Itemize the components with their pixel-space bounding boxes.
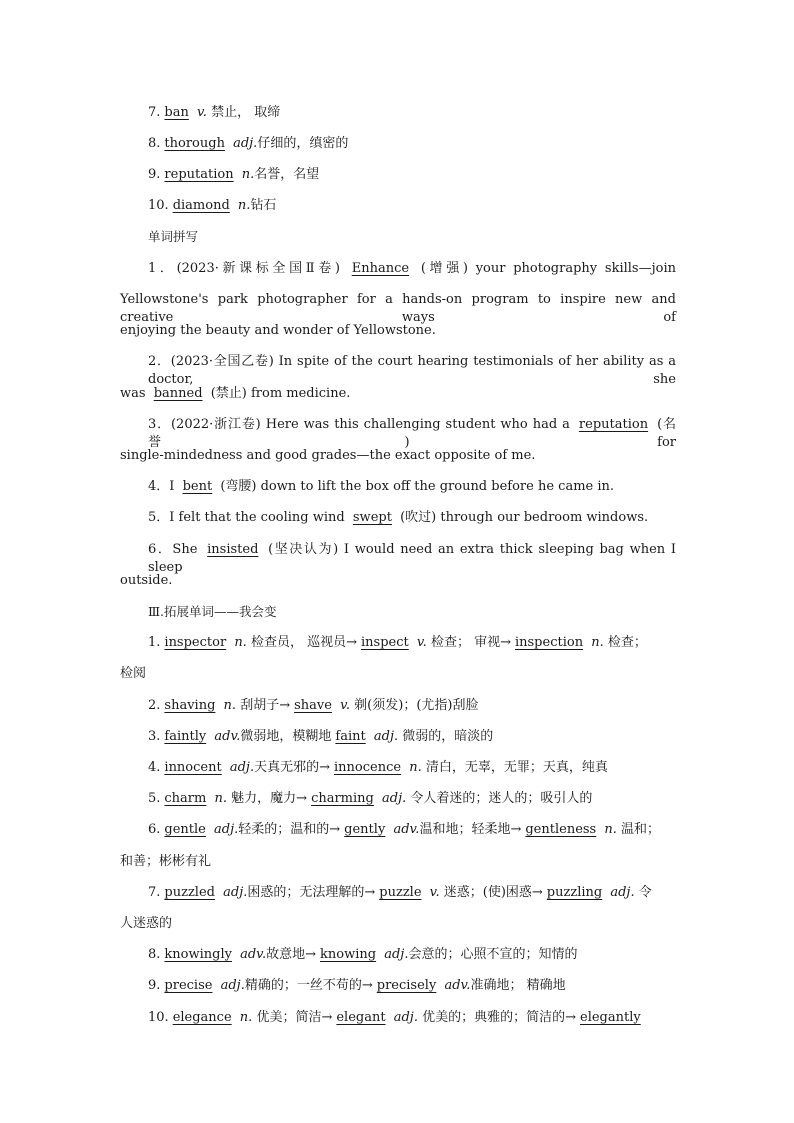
answer-word: thorough — [164, 136, 225, 151]
answer-word: gently — [344, 822, 386, 837]
answer-word: charm — [164, 791, 207, 806]
question-text: 1．(2023·新课标全国Ⅱ卷) — [148, 261, 340, 276]
item-number: 10. — [148, 1010, 169, 1025]
item-number: 5. — [148, 791, 161, 806]
answer-word: faint — [335, 729, 366, 744]
part-of-speech: n. — [237, 198, 251, 213]
answer-word: knowingly — [164, 947, 232, 962]
part-of-speech: n. — [591, 635, 604, 650]
definition: 禁止， 取缔 — [211, 105, 281, 120]
question-text: 5．I felt that the cooling wind — [148, 510, 345, 525]
definition: 故意地→ — [266, 947, 317, 962]
item-number: 9. — [148, 978, 161, 993]
definition: 优美的；典雅的；简洁的→ — [422, 1010, 577, 1025]
section-heading-extension: Ⅲ.拓展单词——我会变 — [148, 604, 277, 619]
vocab-item-9 — [148, 166, 676, 184]
answer-word: reputation — [164, 167, 234, 182]
answer-word: inspection — [514, 635, 584, 650]
part-of-speech: adj. — [610, 885, 635, 900]
vocab-item-10 — [148, 197, 676, 215]
answer-word: innocence — [334, 760, 402, 775]
extension-item-3 — [148, 728, 676, 746]
definition: 迷惑；(使)困惑→ — [443, 885, 543, 900]
answer-word: banned — [153, 386, 203, 401]
definition: 刮胡子→ — [240, 698, 291, 713]
definition: 微弱地，模糊地 — [240, 729, 332, 744]
question-text: (坚决认为) I would need an extra thick sleeping bag when I sleep — [148, 542, 676, 575]
part-of-speech: v. — [197, 105, 207, 120]
definition: 天真无邪的→ — [254, 760, 331, 775]
part-of-speech: n. — [409, 760, 422, 775]
answer-word: swept — [352, 510, 392, 525]
item-number: 3. — [148, 729, 161, 744]
definition: 温和地；轻柔地→ — [419, 822, 522, 837]
definition: 仔细的，缜密的 — [257, 136, 349, 151]
definition: 轻柔的；温和的→ — [238, 822, 341, 837]
part-of-speech: adj. — [229, 760, 255, 775]
extension-item-2 — [148, 697, 676, 715]
part-of-speech: v. — [340, 698, 351, 713]
definition: 检查员， 巡视员→ — [250, 635, 357, 650]
part-of-speech: n. — [241, 167, 255, 182]
answer-word: shave — [294, 698, 332, 713]
definition: 会意的；心照不宣的；知情的 — [408, 947, 578, 962]
answer-word: elegantly — [580, 1010, 641, 1025]
vocab-item-8 — [148, 135, 676, 153]
answer-word: inspector — [164, 635, 227, 650]
part-of-speech: n. — [234, 635, 247, 650]
part-of-speech: adj. — [384, 947, 409, 962]
answer-word: knowing — [320, 947, 377, 962]
part-of-speech: adj. — [223, 885, 248, 900]
item-number: 1. — [148, 635, 161, 650]
extension-item-5 — [148, 790, 676, 808]
definition: 清白，无辜，无罪；天真，纯真 — [425, 760, 608, 775]
part-of-speech: adj. — [214, 822, 239, 837]
extension-item-10 — [148, 1009, 676, 1027]
answer-word: innocent — [164, 760, 222, 775]
extension-item-9 — [148, 977, 676, 995]
part-of-speech: n. — [239, 1010, 253, 1025]
item-number: 4. — [148, 760, 161, 775]
part-of-speech: adj. — [233, 136, 258, 151]
answer-word: faintly — [164, 729, 207, 744]
part-of-speech: n. — [223, 698, 237, 713]
extension-item-1 — [148, 634, 676, 652]
question-text: 4．I — [148, 479, 175, 494]
answer-word: inspect — [361, 635, 409, 650]
vocab-item-7 — [148, 104, 676, 122]
definition: 剃(须发)；(尤指)刮脸 — [354, 698, 479, 713]
answer-word: puzzle — [379, 885, 422, 900]
part-of-speech: n. — [604, 822, 617, 837]
item-number: 7. — [148, 885, 161, 900]
definition: 微弱的，暗淡的 — [402, 729, 494, 744]
question-text: (禁止) from medicine. — [210, 386, 351, 401]
answer-word: ban — [164, 105, 189, 120]
answer-word: diamond — [172, 198, 230, 213]
spelling-q2-line2 — [120, 385, 676, 403]
definition: 检查； 审视→ — [430, 635, 511, 650]
part-of-speech: adv. — [214, 729, 241, 744]
extension-item-1-line2: 检阅 — [120, 666, 147, 681]
spelling-q4 — [148, 478, 676, 496]
extension-item-7 — [148, 884, 676, 902]
spelling-q1-line3: enjoying the beauty and wonder of Yellowstone. — [120, 323, 436, 338]
part-of-speech: v. — [416, 635, 427, 650]
answer-word: puzzling — [546, 885, 603, 900]
spelling-q5 — [148, 509, 676, 527]
part-of-speech: adv. — [393, 822, 420, 837]
item-number: 10. — [148, 198, 169, 213]
question-text: (增强) your photography skills—join — [420, 261, 676, 276]
question-text: (弯腰) down to lift the box off the ground before he came in. — [220, 479, 615, 494]
part-of-speech: adj. — [220, 978, 245, 993]
question-text: 3．(2022·浙江卷) Here was this challenging student who had a — [148, 417, 570, 432]
extension-item-6-line2: 和善；彬彬有礼 — [120, 854, 212, 869]
answer-word: puzzled — [164, 885, 215, 900]
answer-word: elegance — [172, 1010, 232, 1025]
definition: 钻石 — [250, 198, 277, 213]
part-of-speech: adv. — [444, 978, 471, 993]
part-of-speech: n. — [214, 791, 228, 806]
answer-word: Enhance — [351, 261, 410, 276]
definition: 魅力，魔力→ — [231, 791, 308, 806]
answer-word: shaving — [164, 698, 216, 713]
answer-word: gentleness — [525, 822, 597, 837]
definition: 令人着迷的；迷人的；吸引人的 — [410, 791, 593, 806]
spelling-q6-line2: outside. — [120, 573, 173, 588]
definition: 精确的；一丝不苟的→ — [244, 978, 373, 993]
definition: 检查； — [607, 635, 647, 650]
definition: 令 — [638, 885, 652, 900]
section-heading-spelling: 单词拼写 — [148, 229, 199, 244]
spelling-q1-line2: Yellowstone's park photographer for a hands-on program to inspire new and creative ways of — [120, 292, 676, 325]
answer-word: gentle — [164, 822, 206, 837]
question-text: (吹过) through our bedroom windows. — [400, 510, 649, 525]
answer-word: bent — [182, 479, 213, 494]
answer-word: charming — [311, 791, 374, 806]
extension-item-7-line2: 人迷惑的 — [120, 916, 173, 931]
item-number: 8. — [148, 136, 161, 151]
item-number: 6. — [148, 822, 161, 837]
question-text: (名誉) for — [148, 417, 677, 450]
spelling-q3-line2: single-mindedness and good grades—the exact opposite of me. — [120, 448, 536, 463]
answer-word: insisted — [207, 542, 259, 557]
item-number: 7. — [148, 105, 161, 120]
definition: 名誉，名望 — [254, 167, 320, 182]
extension-item-6 — [148, 821, 676, 839]
answer-word: elegant — [336, 1010, 386, 1025]
extension-item-4 — [148, 759, 676, 777]
question-text: was — [120, 386, 146, 401]
extension-item-8 — [148, 946, 676, 964]
part-of-speech: adv. — [240, 947, 267, 962]
part-of-speech: v. — [429, 885, 440, 900]
definition: 困惑的；无法理解的→ — [247, 885, 376, 900]
part-of-speech: adj. — [373, 729, 399, 744]
item-number: 2. — [148, 698, 161, 713]
item-number: 9. — [148, 167, 161, 182]
answer-word: reputation — [578, 417, 649, 432]
definition: 温和； — [621, 822, 661, 837]
definition: 优美；简洁→ — [256, 1010, 333, 1025]
part-of-speech: adj. — [393, 1010, 418, 1025]
item-number: 8. — [148, 947, 161, 962]
question-text: 6．She — [148, 542, 198, 557]
spelling-q2-line1: 2．(2023·全国乙卷) In spite of the court hearing testimonials of her ability as a doctor, she — [148, 354, 676, 387]
answer-word: precisely — [376, 978, 437, 993]
definition: 准确地； 精确地 — [470, 978, 566, 993]
part-of-speech: adj. — [382, 791, 407, 806]
answer-word: precise — [164, 978, 213, 993]
spelling-q1-line1 — [148, 260, 676, 278]
